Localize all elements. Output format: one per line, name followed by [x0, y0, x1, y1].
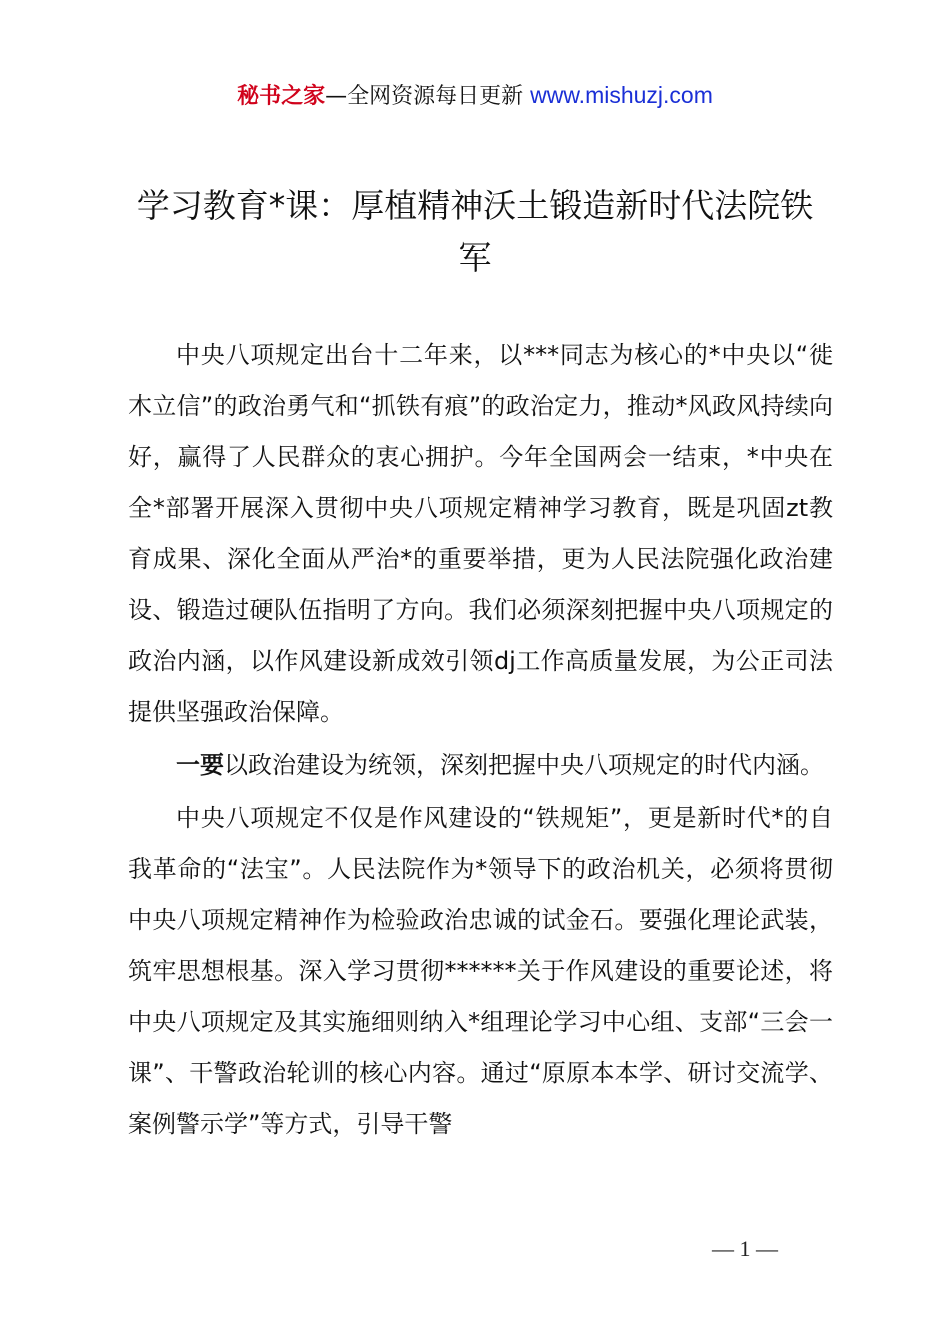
paragraph-text: 中央八项规定出台十二年来，以***同志为核心的*中央以“徙木立信”的政治勇气和“抓铁有痕”的政治定力，推动*风政风持续向好，赢得了人民群众的衷心拥护。今年全国两会一结束，*中央在全*部署开展深入贯彻中央八项规定精神学习教育，既是巩固zt教育成果、深化全面从严治*的重要举措，更为人民法院强化政治建设、锻造过硬队伍指明了方向。我们必须深刻把握中央八项规定的政治内涵，以作风建设新成效引领dj工作高质量发展，为公正司法提供坚强政治保障。: [128, 341, 833, 726]
paragraph-text: 中央八项规定不仅是作风建设的“铁规矩”，更是新时代*的自我革命的“法宝”。人民法院作为*领导下的政治机关，必须将贯彻中央八项规定精神作为检验政治忠诚的试金石。要强化理论武装，筑牢思想根基。深入学习贯彻******关于作风建设的重要论述，将中央八项规定及其实施细则纳入*组理论学习中心组、支部“三会一课”、干警政治轮训的核心内容。通过“原原本本学、研讨交流学、案例警示学”等方式，引导干警: [128, 804, 833, 1138]
paragraph-section-one-heading: [128, 740, 833, 791]
site-header-banner: [0, 80, 950, 112]
paragraph-section-one-body: [128, 793, 833, 1150]
site-url-link[interactable]: www.mishuzj.com: [530, 82, 713, 108]
page-number: — 1 —: [712, 1236, 778, 1261]
paragraph-lead: 一要: [176, 751, 224, 779]
document-body: [128, 330, 833, 1152]
paragraph-text: 以政治建设为统领，深刻把握中央八项规定的时代内涵。: [224, 751, 824, 779]
paragraph-intro: [128, 330, 833, 738]
document-title: 学习教育*课：厚植精神沃土锻造新时代法院铁军: [136, 186, 814, 277]
site-tagline: —全网资源每日更新: [325, 84, 531, 109]
site-brand: 秘书之家: [237, 84, 326, 109]
